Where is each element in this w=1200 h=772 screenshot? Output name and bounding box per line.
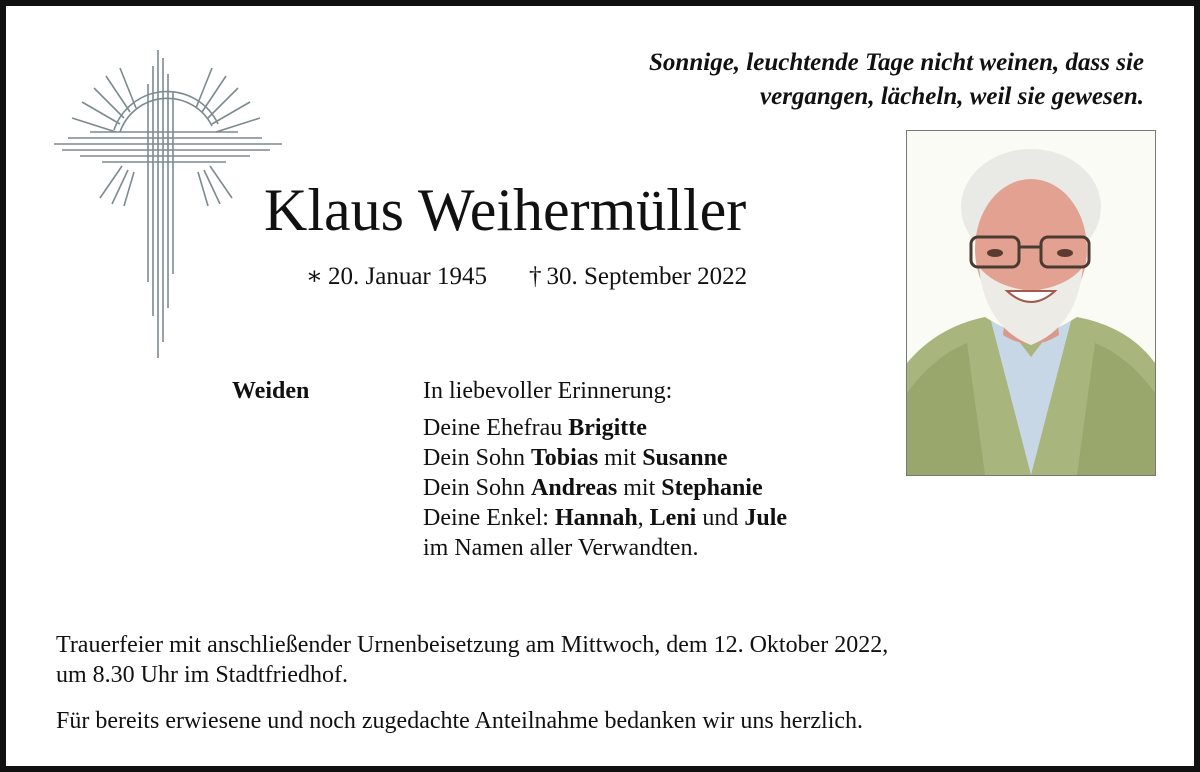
death-dagger-icon: † — [529, 263, 542, 290]
relation-text: Dein Sohn — [423, 445, 531, 471]
quote-line-2: vergangen, lächeln, weil sie gewesen. — [760, 83, 1144, 110]
connector-text: , — [637, 505, 650, 531]
family-line — [423, 503, 787, 533]
connector-text: und — [696, 505, 745, 531]
family-line — [423, 443, 787, 473]
quote-line-1: Sonnige, leuchtende Tage nicht weinen, dass sie — [649, 49, 1144, 76]
cross-with-sunrays-icon — [50, 46, 286, 358]
family-line — [423, 473, 787, 503]
thanks-note: Für bereits erwiesene und noch zugedachte Anteilnahme bedanken wir uns herzlich. — [56, 708, 864, 734]
family-intro: In liebevoller Erinnerung: — [423, 378, 673, 404]
relative-name: Andreas — [531, 475, 618, 501]
life-dates — [306, 262, 747, 292]
relation-text: Deine Enkel: — [423, 505, 555, 531]
relation-text: Dein Sohn — [423, 475, 531, 501]
ceremony-info — [56, 630, 1166, 690]
connector-text: mit — [598, 445, 643, 471]
relative-name: Leni — [649, 505, 697, 531]
memorial-quote — [444, 46, 1144, 114]
family-closing: im Namen aller Verwandten. — [423, 535, 699, 561]
relative-name: Brigitte — [568, 415, 647, 441]
location: Weiden — [232, 378, 310, 404]
relative-name: Jule — [744, 505, 788, 531]
relative-name: Susanne — [642, 445, 728, 471]
family-list — [423, 376, 787, 563]
ceremony-line-2: um 8.30 Uhr im Stadtfriedhof. — [56, 662, 348, 688]
family-line — [423, 413, 787, 443]
relation-text: Deine Ehefrau — [423, 415, 569, 441]
portrait-photo — [906, 130, 1156, 476]
birth-asterisk-icon: ∗ — [306, 263, 323, 290]
relative-name: Hannah — [554, 505, 638, 531]
connector-text: mit — [617, 475, 662, 501]
ceremony-line-1: Trauerfeier mit anschließender Urnenbeisetzung am Mittwoch, dem 12. Oktober 2022, — [56, 632, 889, 658]
relative-name: Tobias — [531, 445, 599, 471]
relative-name: Stephanie — [661, 475, 763, 501]
death-date: 30. September 2022 — [546, 263, 748, 290]
birth-date: 20. Januar 1945 — [328, 263, 487, 290]
deceased-name: Klaus Weihermüller — [264, 177, 747, 243]
